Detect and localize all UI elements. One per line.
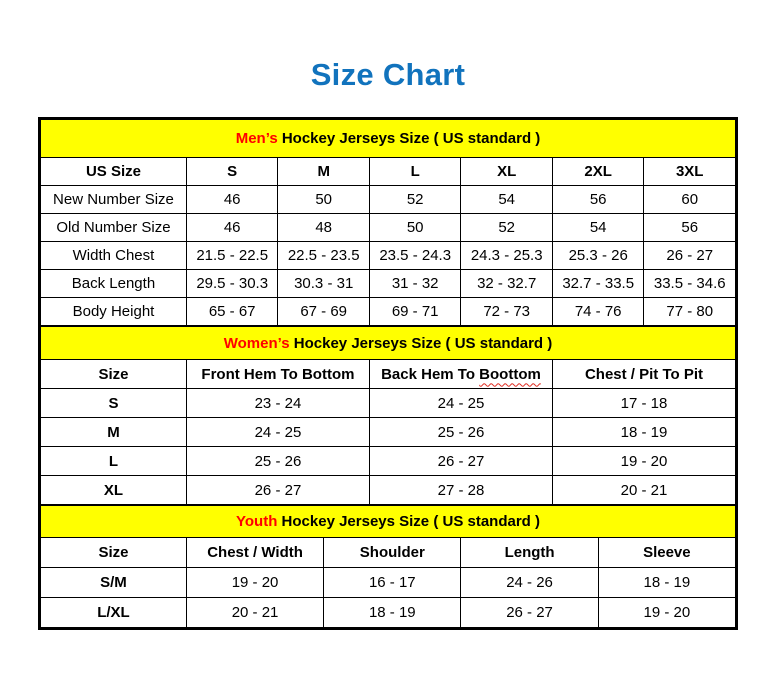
row-label: Width Chest bbox=[41, 242, 187, 270]
column-header: Size bbox=[41, 360, 187, 389]
womens-section-table bbox=[40, 326, 736, 505]
row-label: Back Length bbox=[41, 270, 187, 298]
value-cell: 26 - 27 bbox=[461, 598, 598, 628]
value-cell: 48 bbox=[278, 214, 370, 242]
column-header: M bbox=[278, 158, 370, 186]
column-header: 3XL bbox=[644, 158, 736, 186]
value-cell: 33.5 - 34.6 bbox=[644, 270, 736, 298]
value-cell: 52 bbox=[461, 214, 553, 242]
table-row bbox=[41, 418, 736, 447]
value-cell: 52 bbox=[369, 186, 461, 214]
column-header: Length bbox=[461, 538, 598, 568]
mens-header-row bbox=[41, 158, 736, 186]
column-header: L bbox=[369, 158, 461, 186]
row-label: New Number Size bbox=[41, 186, 187, 214]
youth-section-table bbox=[40, 505, 736, 628]
table-row bbox=[41, 298, 736, 326]
womens-header-row bbox=[41, 360, 736, 389]
value-cell: 18 - 19 bbox=[552, 418, 735, 447]
section-title-highlight: Women’s bbox=[223, 334, 290, 352]
value-cell: 20 - 21 bbox=[186, 598, 323, 628]
value-cell: 54 bbox=[461, 186, 553, 214]
column-header: 2XL bbox=[552, 158, 644, 186]
column-header bbox=[369, 360, 552, 389]
column-header: Size bbox=[41, 538, 187, 568]
value-cell: 26 - 27 bbox=[369, 447, 552, 476]
value-cell: 26 - 27 bbox=[186, 476, 369, 505]
womens-section-title bbox=[41, 327, 736, 360]
value-cell: 24 - 25 bbox=[369, 389, 552, 418]
value-cell: 23.5 - 24.3 bbox=[369, 242, 461, 270]
value-cell: 46 bbox=[186, 214, 278, 242]
value-cell: 32.7 - 33.5 bbox=[552, 270, 644, 298]
size-chart bbox=[38, 117, 738, 630]
value-cell: 72 - 73 bbox=[461, 298, 553, 326]
value-cell: 77 - 80 bbox=[644, 298, 736, 326]
value-cell: 21.5 - 22.5 bbox=[186, 242, 278, 270]
youth-band-row bbox=[41, 506, 736, 538]
womens-band-row bbox=[41, 327, 736, 360]
section-title-highlight: Men’s bbox=[235, 130, 278, 147]
value-cell: 17 - 18 bbox=[552, 389, 735, 418]
mens-section-table bbox=[40, 119, 736, 326]
table-row bbox=[41, 214, 736, 242]
table-row bbox=[41, 447, 736, 476]
column-header: Front Hem To Bottom bbox=[186, 360, 369, 389]
column-header: XL bbox=[461, 158, 553, 186]
column-header: Chest / Pit To Pit bbox=[552, 360, 735, 389]
section-title-highlight: Youth bbox=[236, 513, 278, 530]
table-row bbox=[41, 389, 736, 418]
row-label: XL bbox=[41, 476, 187, 505]
column-header: Chest / Width bbox=[186, 538, 323, 568]
value-cell: 32 - 32.7 bbox=[461, 270, 553, 298]
value-cell: 56 bbox=[552, 186, 644, 214]
row-label: L/XL bbox=[41, 598, 187, 628]
table-row bbox=[41, 598, 736, 628]
column-header: Shoulder bbox=[324, 538, 461, 568]
value-cell: 19 - 20 bbox=[598, 598, 735, 628]
value-cell: 16 - 17 bbox=[324, 568, 461, 598]
mens-section-title bbox=[41, 120, 736, 158]
row-label: Old Number Size bbox=[41, 214, 187, 242]
section-title-rest: Hockey Jerseys Size ( US standard ) bbox=[293, 334, 553, 352]
value-cell: 25 - 26 bbox=[369, 418, 552, 447]
value-cell: 19 - 20 bbox=[552, 447, 735, 476]
value-cell: 67 - 69 bbox=[278, 298, 370, 326]
value-cell: 50 bbox=[278, 186, 370, 214]
value-cell: 25.3 - 26 bbox=[552, 242, 644, 270]
value-cell: 60 bbox=[644, 186, 736, 214]
value-cell: 46 bbox=[186, 186, 278, 214]
row-label: Body Height bbox=[41, 298, 187, 326]
row-label: S bbox=[41, 389, 187, 418]
value-cell: 24.3 - 25.3 bbox=[461, 242, 553, 270]
column-header: US Size bbox=[41, 158, 187, 186]
section-title-rest: Hockey Jerseys Size ( US standard ) bbox=[281, 513, 540, 530]
misspelled-word: Boottom bbox=[479, 365, 541, 383]
value-cell: 25 - 26 bbox=[186, 447, 369, 476]
table-row bbox=[41, 270, 736, 298]
table-row bbox=[41, 242, 736, 270]
value-cell: 26 - 27 bbox=[644, 242, 736, 270]
table-row bbox=[41, 568, 736, 598]
value-cell: 27 - 28 bbox=[369, 476, 552, 505]
value-cell: 69 - 71 bbox=[369, 298, 461, 326]
value-cell: 56 bbox=[644, 214, 736, 242]
row-label: M bbox=[41, 418, 187, 447]
column-header-text: Back Hem To bbox=[381, 365, 480, 383]
value-cell: 29.5 - 30.3 bbox=[186, 270, 278, 298]
value-cell: 50 bbox=[369, 214, 461, 242]
youth-header-row bbox=[41, 538, 736, 568]
value-cell: 19 - 20 bbox=[186, 568, 323, 598]
value-cell: 54 bbox=[552, 214, 644, 242]
value-cell: 18 - 19 bbox=[324, 598, 461, 628]
section-title-rest: Hockey Jerseys Size ( US standard ) bbox=[281, 130, 541, 147]
table-row bbox=[41, 476, 736, 505]
row-label: L bbox=[41, 447, 187, 476]
youth-section-title bbox=[41, 506, 736, 538]
value-cell: 20 - 21 bbox=[552, 476, 735, 505]
value-cell: 74 - 76 bbox=[552, 298, 644, 326]
value-cell: 65 - 67 bbox=[186, 298, 278, 326]
value-cell: 18 - 19 bbox=[598, 568, 735, 598]
value-cell: 24 - 25 bbox=[186, 418, 369, 447]
mens-band-row bbox=[41, 120, 736, 158]
value-cell: 22.5 - 23.5 bbox=[278, 242, 370, 270]
value-cell: 31 - 32 bbox=[369, 270, 461, 298]
row-label: S/M bbox=[41, 568, 187, 598]
table-row bbox=[41, 186, 736, 214]
value-cell: 24 - 26 bbox=[461, 568, 598, 598]
column-header: Sleeve bbox=[598, 538, 735, 568]
page-title: Size Chart bbox=[310, 57, 466, 92]
value-cell: 30.3 - 31 bbox=[278, 270, 370, 298]
column-header: S bbox=[186, 158, 278, 186]
value-cell: 23 - 24 bbox=[186, 389, 369, 418]
